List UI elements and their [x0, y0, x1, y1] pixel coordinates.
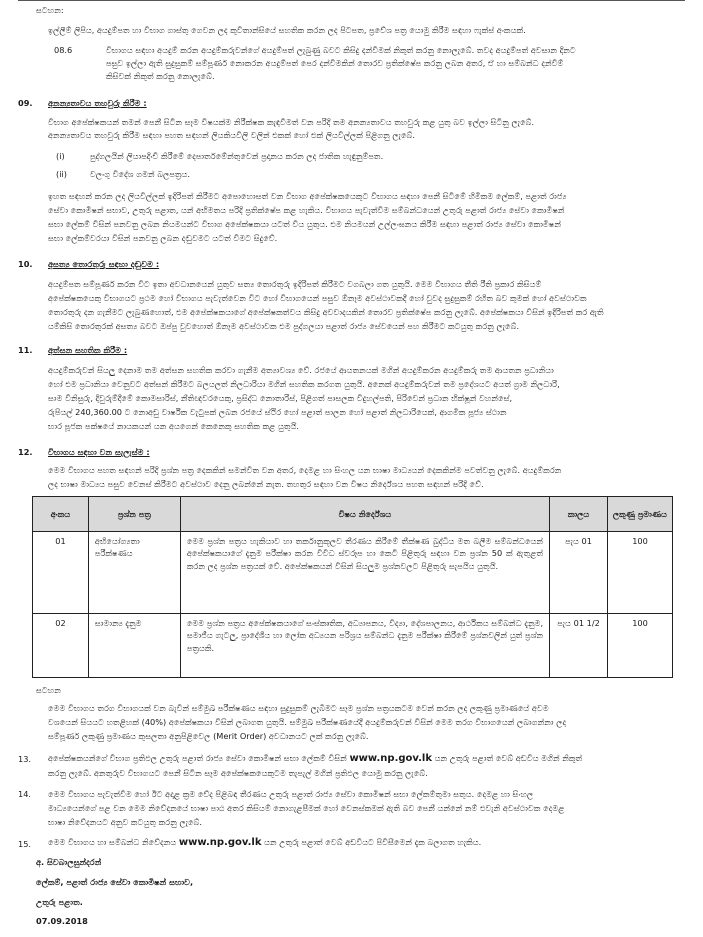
item-08-6-line: විභාගය සඳහා අයදුම් කරන අයදුම්කරුවන්ගේ අයදුම්පත් ලැබුණු බවට කිසිදු දන්වීමක් නිකුත් කරනු නොලැබේ. තවද අයදුම්පත් අවසාන දිනට: [106, 45, 576, 55]
section-14-number: 14.: [18, 789, 32, 799]
cell-no: 01: [33, 532, 89, 614]
id-item-mark: (ii): [56, 169, 67, 179]
website-link[interactable]: www.np.gov.lk: [178, 837, 262, 848]
section-11-number: 11.: [18, 345, 33, 355]
section-11-title: අත්සන සහතික කිරීම :: [48, 345, 128, 355]
cell-time: පැය 01: [550, 532, 608, 614]
note-top-label: සටහන:: [36, 5, 64, 15]
id-item-text: පුද්ගලයින් ලියාපදිංචි කිරීමේ දෙපාර්තමේන්තුවෙන් ප්‍රදානය කරන ලද ජාතික හැඳුනුම්පත.: [90, 151, 384, 161]
section-11-line: හෝ එම ප්‍රධානියා වෙනුවට අත්සන් කිරීමට බලයලත් නිලධාරියා මගින් සහතික කරගත යුතුයි. අනෙක් අයදුම්කරුවන් තම ප්‍රදේශයට අයත් ග්‍රාම නිලධාරි,: [48, 379, 560, 389]
header-paper: ප්‍රශ්න පත්‍ර: [88, 497, 180, 532]
signatory-name: අ. සිවබාලසුන්දරන්: [36, 857, 102, 867]
section-09-line: අනන්‍යතාවය තහවුරු කිරීම සඳහා පහත සඳහන් ලියකියවිලි වලින් එකක් හෝ එක් ලියවිල්ලක් පිළිගනු ලැබේ.: [48, 130, 415, 140]
table-header-row: [33, 497, 673, 532]
header-syllabus: විෂය නිර්දේශය: [180, 497, 549, 532]
section-13-number: 13.: [18, 754, 32, 764]
header-marks: ලකුණු ප්‍රමාණය: [608, 497, 673, 532]
section-14-line: මාධ්‍යයෙන්ගේ පළ වන මෙම නිවේදනයේ භාෂා පාඨ අතර කිසියම් නොගැළපීමක් හෝ වෙනස්කමක් ඇති බව පෙනී යන්නේ නම් එවැනි අවස්ථාවක දෙමළ: [48, 803, 565, 813]
section-13-line: කරනු ලැබේ. අනතුරුව විභාගයට පෙනී සිටින සෑම අපේක්ෂකයෙකුටම තැපැල් මගින් ප්‍රතිඵල යොමු කරනු ලැබේ.: [48, 768, 428, 778]
section-09-line: සභා ලේකම් විසින් පනවනු ලබන නියමයන්ට විභාග අපේක්ෂකයා යටත් විය යුතුය. එම නියමයන් උල්ලංඝනය කිරීම සඳහා පළාත් රාජ්‍ය සේවා කොමිෂන්: [48, 219, 561, 229]
table-row: [33, 614, 673, 678]
cell-syllabus: මෙම ප්‍රශ්න පත්‍රය අපේක්ෂකයාගේ සංස්කෘතික, අධ්‍යාපනය, විද්‍යා, දේශපාලනය, ආර්ථිකය සම්බන්ධ දැනුම, සමාජීය ගැටලු, ප්‍රාදේශීය හා ලෝක අධ්‍යයන පරිශ්‍රය සම්බන්ධ දැනුම පරීක්ෂා කිරීමේ ප්‍රශ්නවලින් යුත් ප්‍රශ්න පත්‍රයකි.: [180, 614, 549, 678]
section-10-line: අපේක්ෂකයෙකු විභාගයට ප්‍රථම හෝ විභාගය පැවැත්වෙන විට හෝ විභාගයෙන් පසුව ඕනෑම අවස්ථාවකදී හෝ වුවද සුදුසුකම් රහිත බව කුමක් හෝ අවස්ථාවක: [48, 293, 587, 303]
notice-date: 07.09.2018: [36, 916, 88, 926]
section-15-line: [48, 836, 675, 849]
header-time: කාලය: [550, 497, 608, 532]
section-14-line: මෙම විභාගය පැවැත්වීම හෝ ඊට අදාළ ක්‍රම වේද පිළිබඳ තීරණය උතුරු පළාත් රාජ්‍ය සේවා කොමිෂන් සභා ලේකම්තුමා සතුය. දෙමළ හා සිංහල: [48, 789, 534, 799]
section-15-text: මෙම විභාගය හා සම්බන්ධ නිවේදනය: [48, 837, 177, 847]
top-rule: [18, 0, 685, 1]
section-15-text: යන උතුරු පළාත් වෙබ් අඩවියට පිවිසීමෙන් දැක බලාගත හැකිය.: [264, 837, 482, 847]
section-12-line: මෙම විභාගය පහත සඳහන් පරිදි ප්‍රශ්න පත්‍ර දෙකකින් සමන්විත වන අතර, දෙමළ හා සිංහල යන භාෂා මාධ්‍යයන් දෙකකින්ම පවත්වනු ලැබේ. අයදුම්කරන: [48, 465, 562, 475]
section-09-line: සභා ලේකම්වරයා විසින් පනවනු ලබන දඬුවමට යටත් වීමට සිදුවේ.: [48, 233, 278, 243]
cell-syllabus: මෙම ප්‍රශ්න පත්‍රය හැකියාව හා තර්කානුකූලව තීරණය කිරීමේ තීක්ෂණ බුද්ධිය මත බලීම සම්බන්ධයෙන් අපේක්ෂකයාගේ දැනුම පරීක්ෂා කරන විවිධ ස්වරූප හා කෙටි පිළිතුරු සඳහා වන ප්‍රශ්න 50 ක් ඇතුළත් කරන ලද ප්‍රශ්න පත්‍රයක් වේ. අපේක්ෂකයන් විසින් සියලුම ප්‍රශ්නවලට පිළිතුරු සැපයිය යුතුයි.: [180, 532, 549, 614]
note-top-line: ඉල්ලීම් ලිපිය, අයදුම්පත හා විභාග ගාස්තු ගෙවන ලද කුවිතාන්සියේ සහතික කරන ලද පිටපත, ප්‍රවේශ පත්‍ර යොමු කිරීම සඳහා ෆැක්ස් අංකයක්.: [48, 25, 526, 35]
signatory-title: ලේකම්, පළාත් රාජ්‍ය සේවා කොමිෂන් සභාව,: [36, 877, 194, 887]
section-11-line: සාම විනිසුරු, දිවුරුම්දීමේ කොමසාරිස්, නීතිඥවරයෙකු, ප්‍රසිද්ධ නොතාරිස්, පිළිගත් පාසලක විදුහල්පති, පිරිවෙන් ප්‍රධාන භික්ෂූන් වහන්සේ,: [48, 393, 513, 403]
id-item-text: වලංගු විදේශ ගමන් බලපත්‍රය.: [90, 169, 190, 179]
section-10-line: යම්කිසි තොරතුරක් අසත්‍ය බවට ඔප්පු වුවහොත් ඕනෑම අවස්ථාවක එම පුද්ගලයා පළාත් රාජ්‍ය සේවයෙන් පහ කිරීමට කටයුතු කරනු ලැබේ.: [48, 321, 520, 331]
id-item-mark: (i): [56, 151, 65, 161]
section-15-number: 15.: [18, 839, 32, 849]
table-row: [33, 532, 673, 614]
item-08-6-line: කිසිවක් නිකුත් කරනු නොලැබේ.: [106, 71, 215, 81]
section-09-number: 09.: [18, 98, 33, 108]
section-12-line: ලද භාෂා මාධ්‍යය පසුව වෙනස් කිරීමට අවස්ථාව දෙනු ලබන්නේ නැත. තහතුර සඳහා වන විෂය නිර්දේශය පහත සඳහන් පරිදි වේ.: [48, 479, 484, 489]
section-10-line: අයදුම්පත සම්පූර්ණ කරන විට ඉතා අවධානයෙන් යුතුව සත්‍ය තොරතුරු ඉදිරිපත් කිරීමට වගබලා ගත යුතුයි. මෙම විභාගය තීති රීති ප්‍රකාර කිසියම්: [48, 279, 542, 289]
syllabus-table: [32, 496, 673, 678]
note-bottom-label: සටහන: [36, 685, 61, 695]
note-bottom-line: සම්පූර්ණ ලකුණු ප්‍රමාණය කුසලතා අනුපිළිවෙල (Merit Order) අවධානයට ලක් කරනු ලැබේ.: [48, 731, 369, 741]
cell-marks: 100: [608, 614, 673, 678]
cell-paper: සාමාන්‍ය දැනුම: [88, 614, 180, 678]
section-10-line: තොරතුරු දන ගැනීමට ලැබුණහොත්, එම අපේක්ෂකයාගේ අපේක්ෂකත්වය කිසිදු අවවාදයකින් තොරව ප්‍රතික්ෂේප කරනු ලැබේ. අපේක්ෂකයා විසින් ඉදිරිපත් කර ඇති: [48, 307, 604, 317]
section-09-line: සේවා කොමිෂන් සභාව, උතුරු පළාත, යන් අභිමතය පරිදි ප්‍රතික්ෂේප කළ හැකිය. විභාගය පැවැත්වීම සම්බන්ධයෙන් උතුරු පළාත් රාජ්‍ය සේවා කොමිෂන්: [48, 205, 565, 215]
section-11-line: අයදුම්කරුවන් සියලු දෙනාම තම අත්සන සහතික කරවා ගැනීම අත්‍යාවශ්‍ය වේ. රජයේ ආයතනයක් මගින් අයදුම්කරන අයදුම්කරු තම ආයතන ප්‍රධානියා: [48, 365, 554, 375]
section-09-line: ඉහත සඳහන් කරන ලද ලියවිල්ලක් ඉදිරිපත් කිරීමට අපොහොසත් වන විභාග අපේක්ෂකයෙකුට විභාගය සඳහා පෙනී සිටීමේ හිමිකම ලේකම්, පළාත් රාජ්‍ය: [48, 191, 567, 201]
section-10-title: අසත්‍ය තොරතුරු සඳහා දඬුවම :: [48, 259, 160, 269]
section-12-number: 12.: [18, 447, 33, 457]
item-08-6-number: 08.6: [54, 45, 73, 55]
section-13-text: යන උතුරු පළාත් වෙබ් අඩවිය මගින් නිකුත්: [434, 753, 583, 763]
section-11-line: භාර පූජක පක්ෂයේ නායකයන් යන අයගෙන් කෙනෙකු සහතික කළ යුතුයි.: [48, 421, 300, 431]
section-10-number: 10.: [18, 259, 33, 269]
website-link[interactable]: www.np.gov.lk: [349, 753, 432, 764]
section-09-title: අනන්‍යතාවය තහවුරු කිරීම :: [48, 98, 147, 108]
cell-no: 02: [33, 614, 89, 678]
cell-paper: අභියෝග්‍යතා පරීක්ෂණය: [88, 532, 180, 614]
section-13-text: අපේක්ෂකයන්ගේ විභාග ප්‍රතිඵල උතුරු පළාත් රාජ්‍ය සේවා කොමිෂන් සභා ලේකම් විසින්: [48, 753, 347, 763]
section-13-line: [48, 752, 675, 765]
signatory-province: උතුරු පළාත.: [36, 897, 83, 907]
cell-time: පැය 01 1/2: [550, 614, 608, 678]
item-08-6-line: පසුව ඉල්ලා ඇති සුදුසුකම් සම්පූර්ණ නොකරන අයදුම්පත් පෙර දන්වීමකින් තොරව ප්‍රතික්ෂේප කරනු ලබන අතර, ඒ හා සම්බන්ධ දන්වීම්: [106, 58, 564, 68]
header-no: අංකය: [33, 497, 89, 532]
note-bottom-line: වශයෙන් සියයට හතළිහක් (40%) අපේක්ෂකයා විසින් ලබාගත යුතුයි. සම්මුඛ පරීක්ෂණයේදී අයදුම්කරුවන් විසින් මෙම තරග විභාගයෙන් ලබාගන්නා ලද: [48, 717, 567, 727]
cell-marks: 100: [608, 532, 673, 614]
section-11-line: රුපියල් 240,360.00 ට නොඅඩු වාර්ෂික වැටුපක් ලබන රජයේ ස්ථිර හෝ පළාත් පාලන හෝ පළාත් නිලධාරියෙක්, ආගමික පූජ්‍ය ස්ථාන: [48, 407, 507, 417]
note-bottom-line: මෙම විභාගය තරග විභාගයක් වන බැවින් සම්මුඛ පරීක්ෂණය සඳහා සුදුසුකම් ලැබීමට සෑම ප්‍රශ්න පත්‍රයකටම වෙන් කරන ලද ලකුණු ප්‍රමාණයේ අවම: [48, 703, 549, 713]
section-14-line: භාෂා නිවේදනයට අනුව කටයුතු කරනු ලැබේ.: [48, 817, 203, 827]
section-12-title: විභාගය සඳහා වන සැලැස්ම :: [48, 447, 150, 457]
section-09-line: විභාග අපේක්ෂකයන් තමන් පෙනී සිටින සෑම විෂයක්ම නිරීක්ෂක කැඳවීමත් වන පරිදි තම අනන්‍යතාවය තහවුරු කළ යුතු බව ඉල්ලා සිටිනු ලැබේ.: [48, 117, 535, 127]
